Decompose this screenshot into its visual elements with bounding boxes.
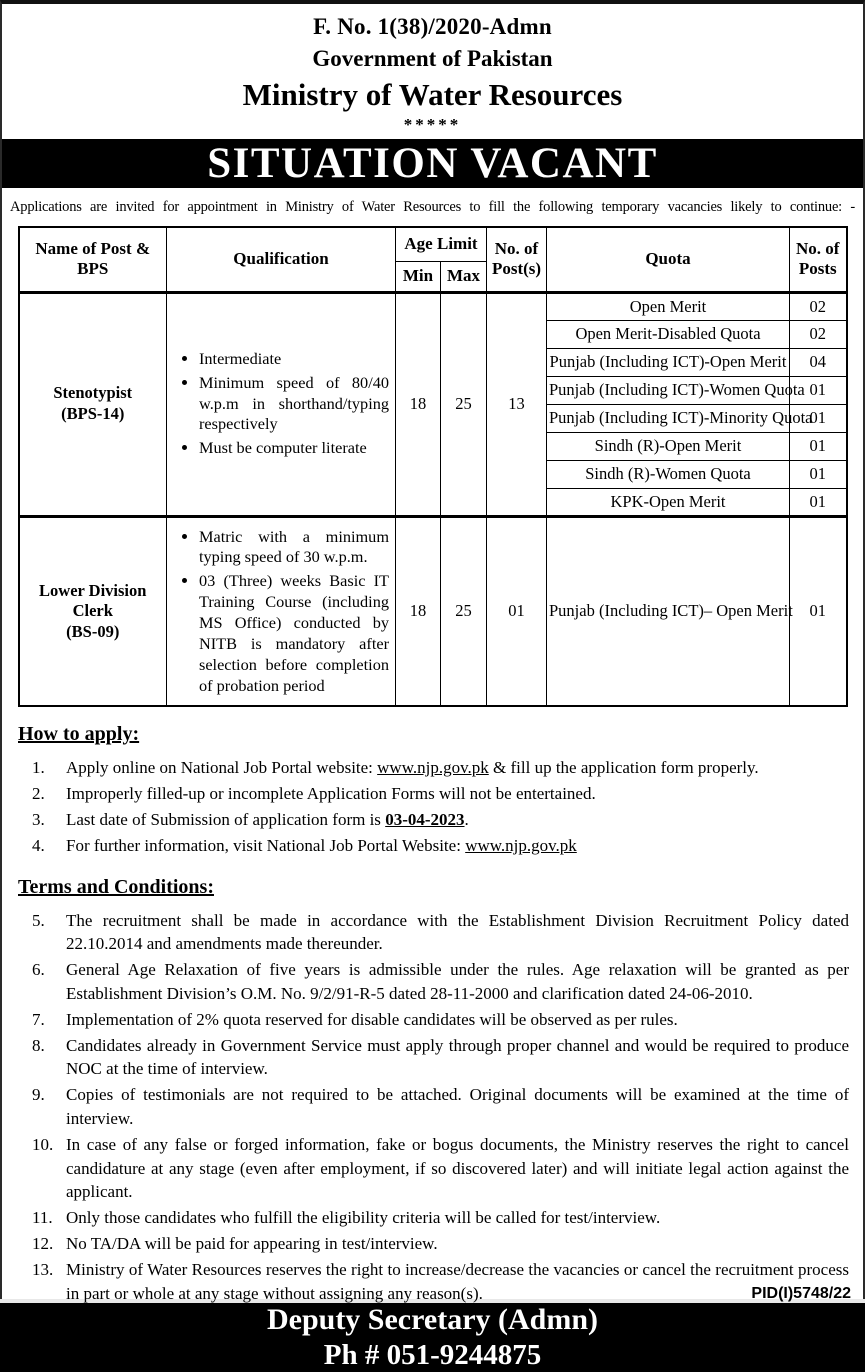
list-number: 7.: [32, 1009, 45, 1029]
col-header-no-of-posts: No. of Posts: [790, 227, 847, 292]
quota-label: Sindh (R)-Women Quota: [547, 460, 790, 488]
col-header-post: Name of Post & BPS: [19, 227, 167, 292]
njp-portal-link: www.njp.gov.pk: [377, 758, 489, 778]
total-posts-cell: 13: [487, 292, 547, 516]
quota-label: Sindh (R)-Open Merit: [547, 432, 790, 460]
quota-count: 02: [790, 320, 847, 348]
col-header-max: Max: [441, 261, 487, 292]
list-item: 13. Ministry of Water Resources reserves the right to increase/decrease the vacancies or cancel the recruitment process in part or whole at any stage without assigning any reason(s).: [2, 1258, 863, 1306]
col-header-quota: Quota: [547, 227, 790, 292]
terms-list: [2, 909, 863, 1308]
list-item: 8. Candidates already in Government Service must apply through proper channel and would be required to produce NOC at the time of interview.: [2, 1034, 863, 1082]
pid-number: PID(I)5748/22: [751, 1285, 851, 1303]
signatory-title: Deputy Secretary (Admn): [266, 1303, 599, 1337]
qualification-item: • Minimum speed of 80/40 w.p.m in shorthand/typing respectively: [199, 373, 389, 436]
quota-label: Punjab (Including ICT)-Minority Quota: [547, 404, 790, 432]
how-to-apply-heading: How to apply:: [18, 723, 140, 746]
quota-label: Punjab (Including ICT)– Open Merit: [547, 516, 790, 706]
quota-count: 01: [790, 404, 847, 432]
table-row: [19, 516, 847, 706]
col-header-min: Min: [396, 261, 441, 292]
quota-count: 01: [790, 376, 847, 404]
how-to-apply-list: [2, 756, 863, 859]
intro-text: Applications are invited for appointment in Ministry of Water Resources to fill the following temporary vacancies likely to continue: -: [10, 199, 855, 215]
footer-signature: [0, 1303, 865, 1372]
post-bps: (BS-09): [66, 621, 120, 641]
post-name: Stenotypist: [53, 383, 133, 403]
list-number: 12.: [32, 1233, 54, 1253]
list-item: 5. The recruitment shall be made in accordance with the Establishment Division Recruitment Policy dated 22.10.2014 and amendments made thereunder.: [2, 909, 863, 957]
list-item: 4. For further information, visit National Job Portal Website: www.njp.gov.pk: [2, 834, 863, 858]
quota-count: 01: [790, 432, 847, 460]
list-number: 2.: [32, 784, 45, 804]
post-name-cell: [19, 292, 167, 516]
list-number: 8.: [32, 1035, 45, 1055]
col-header-age-limit: Age Limit: [396, 227, 487, 261]
age-max-cell: 25: [441, 292, 487, 516]
qualification-item: • Intermediate: [199, 349, 389, 370]
list-number: 6.: [32, 960, 45, 980]
quota-label: Punjab (Including ICT)-Open Merit: [547, 348, 790, 376]
list-number: 11.: [32, 1208, 53, 1228]
situation-vacant-banner: [2, 139, 863, 188]
list-item: 6. General Age Relaxation of five years is admissible under the rules. Age relaxation will be granted as per Establishment Division’s O.M. No. 9/2/91-R-5 dated 28-11-2000 and clarification dated 24-06-2010.: [2, 958, 863, 1006]
list-item: 9. Copies of testimonials are not required to be attached. Original documents will be examined at the time of interview.: [2, 1083, 863, 1131]
njp-portal-link: www.njp.gov.pk: [465, 835, 577, 855]
quota-count: 01: [790, 516, 847, 706]
list-item: 7. Implementation of 2% quota reserved for disable candidates will be observed as per rules.: [2, 1008, 863, 1032]
age-max-cell: 25: [441, 516, 487, 706]
terms-heading: Terms and Conditions:: [18, 875, 214, 898]
age-min-cell: 18: [396, 292, 441, 516]
quota-label: Punjab (Including ICT)-Women Quota: [547, 376, 790, 404]
list-item: 12. No TA/DA will be paid for appearing in test/interview.: [2, 1232, 863, 1256]
list-number: 1.: [32, 758, 45, 778]
list-item: 3. Last date of Submission of application form is 03-04-2023.: [2, 808, 863, 832]
qualification-item: • Matric with a minimum typing speed of 30 w.p.m.: [199, 527, 389, 569]
quota-count: 04: [790, 348, 847, 376]
quota-label: Open Merit: [547, 292, 790, 320]
ministry-title: Ministry of Water Resources: [242, 77, 623, 112]
list-item: 2. Improperly filled-up or incomplete Application Forms will not be entertained.: [2, 782, 863, 806]
vacancy-table: [18, 226, 848, 707]
table-row: [19, 292, 847, 320]
list-number: 13.: [32, 1259, 54, 1279]
qualification-cell: [167, 516, 396, 706]
post-name-cell: [19, 516, 167, 706]
quota-label: KPK-Open Merit: [547, 488, 790, 516]
post-name: Lower Division Clerk: [39, 580, 147, 621]
deadline-date: 03-04-2023: [385, 809, 465, 829]
list-number: 4.: [32, 835, 45, 855]
qualification-item: • 03 (Three) weeks Basic IT Training Course (including MS Office) conducted by NITB is mandatory after selection before completion of probation period: [199, 571, 389, 696]
quota-count: 02: [790, 292, 847, 320]
qualification-item: • Must be computer literate: [199, 438, 389, 459]
quota-label: Open Merit-Disabled Quota: [547, 320, 790, 348]
post-bps: (BPS-14): [61, 404, 125, 423]
phone-number: Ph # 051-9244875: [323, 1339, 542, 1372]
quota-count: 01: [790, 460, 847, 488]
list-number: 3.: [32, 809, 45, 829]
letterhead: [2, 4, 863, 135]
government-line: Government of Pakistan: [312, 46, 553, 71]
age-min-cell: 18: [396, 516, 441, 706]
file-number: F. No. 1(38)/2020-Admn: [313, 14, 552, 39]
qualification-cell: [167, 292, 396, 516]
col-header-qualification: Qualification: [167, 227, 396, 292]
banner-text: SITUATION VACANT: [207, 140, 658, 187]
list-item: 10. In case of any false or forged information, fake or bogus documents, the Ministry reserves the right to cancel candidature at any stage (even after employment, if so discovered later) and will initiate legal action against the applicant.: [2, 1133, 863, 1204]
quota-count: 01: [790, 488, 847, 516]
total-posts-cell: 01: [487, 516, 547, 706]
col-header-no-of-posts-group: No. of Post(s): [487, 227, 547, 292]
list-number: 10.: [32, 1134, 54, 1154]
list-item: 1. Apply online on National Job Portal website: www.njp.gov.pk & fill up the application form properly.: [2, 756, 863, 780]
list-item: 11. Only those candidates who fulfill the eligibility criteria will be called for test/interview.: [2, 1206, 863, 1230]
list-number: 9.: [32, 1085, 45, 1105]
list-number: 5.: [32, 910, 45, 930]
stars-separator: *****: [403, 115, 462, 134]
